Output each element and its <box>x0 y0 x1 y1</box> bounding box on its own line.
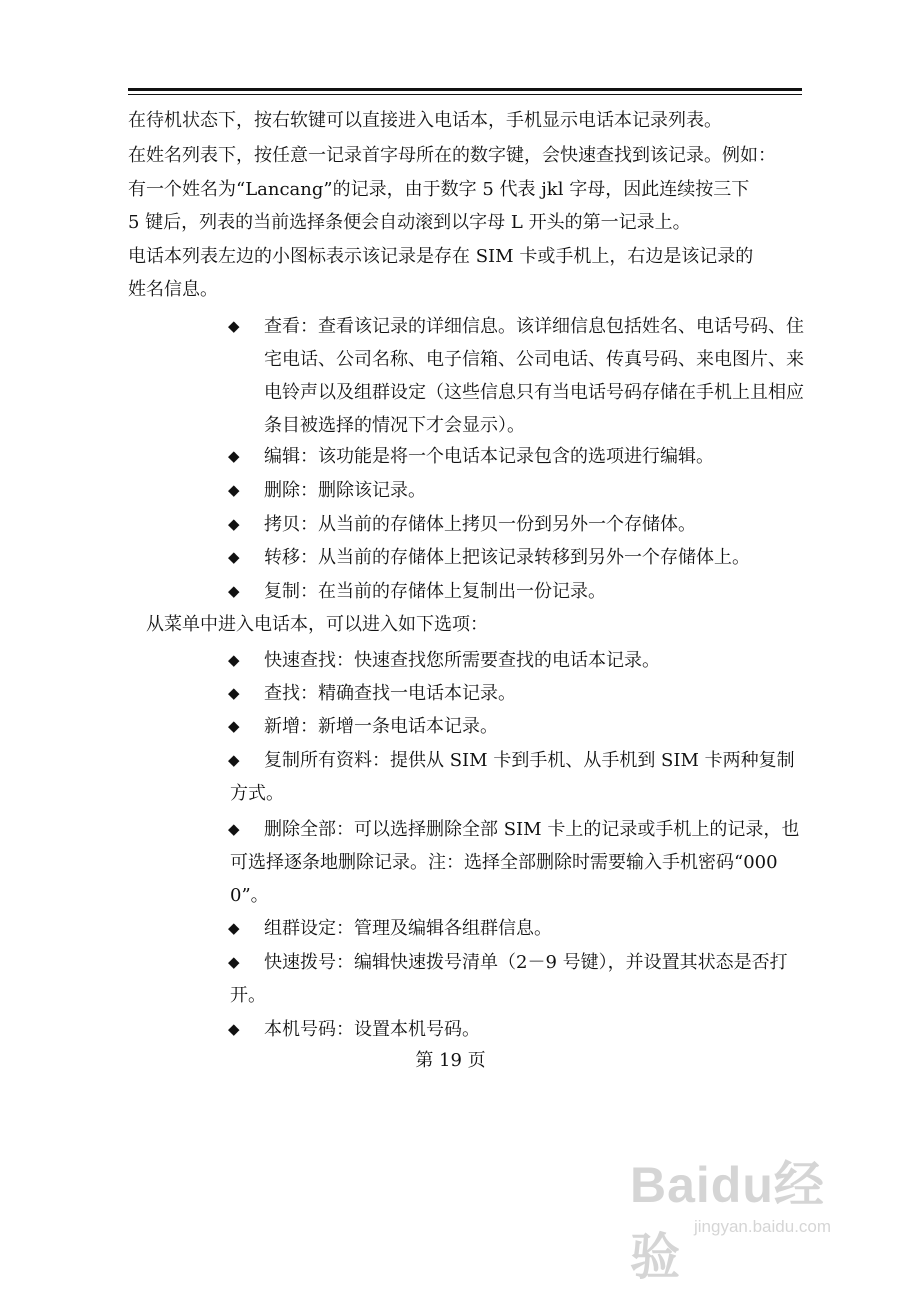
baidu-logo: Baidu经验 <box>630 1157 825 1285</box>
menu-delete-all: 删除全部：可以选择删除全部 SIM 卡上的记录或手机上的记录，也可选择逐条地删除记录。注：选择全部删除时需要输入手机密码“0000”。 <box>230 819 800 906</box>
option-move: 转移：从当前的存储体上把该记录转移到另外一个存储体上。 <box>264 547 750 568</box>
bullet-icon: ◆ <box>228 548 240 566</box>
bullet-icon: ◆ <box>228 447 240 465</box>
header-rule-thick <box>128 88 802 91</box>
bullet-icon: ◆ <box>228 1020 240 1038</box>
menu-group-settings: 组群设定：管理及编辑各组群信息。 <box>264 918 552 939</box>
intro-line-1: 在待机状态下，按右软键可以直接进入电话本，手机显示电话本记录列表。 <box>128 110 722 131</box>
menu-speed-dial: 快速拨号：编辑快速拨号清单（2－9 号键），并设置其状态是否打开。 <box>230 952 788 1006</box>
option-copy: 拷贝：从当前的存储体上拷贝一份到另外一个存储体。 <box>264 514 696 535</box>
page-number: 第 19 页 <box>415 1050 486 1071</box>
bullet-icon: ◆ <box>228 582 240 600</box>
intro-line-2: 在姓名列表下，按任意一记录首字母所在的数字键，会快速查找到该记录。例如： <box>128 145 776 166</box>
menu-quick-search: 快速查找：快速查找您所需要查找的电话本记录。 <box>264 650 660 671</box>
watermark-url: jingyan.baidu.com <box>694 1217 832 1236</box>
bullet-icon: ◆ <box>228 919 240 937</box>
bullet-icon: ◆ <box>228 515 240 533</box>
option-edit: 编辑：该功能是将一个电话本记录包含的选项进行编辑。 <box>264 446 714 467</box>
bullet-icon: ◆ <box>228 317 240 335</box>
option-view: 查看：查看该记录的详细信息。该详细信息包括姓名、电话号码、住宅电话、公司名称、电子信箱、公司电话、传真号码、来电图片、来电铃声以及组群设定（这些信息只有当电话号码存储在手机上且相应条目被选择的情况下才会显示）。 <box>264 316 804 436</box>
menu-own-number: 本机号码：设置本机号码。 <box>264 1019 480 1040</box>
baidu-watermark <box>630 1145 870 1285</box>
option-duplicate: 复制：在当前的存储体上复制出一份记录。 <box>264 581 606 602</box>
intro-line-5: 电话本列表左边的小图标表示该记录是存在 SIM 卡或手机上，右边是该记录的 <box>128 246 754 267</box>
menu-copy-all: 复制所有资料：提供从 SIM 卡到手机、从手机到 SIM 卡两种复制方式。 <box>230 750 795 804</box>
menu-search: 查找：精确查找一电话本记录。 <box>264 683 516 704</box>
intro-line-4: 5 键后，列表的当前选择条便会自动滚到以字母 L 开头的第一记录上。 <box>128 212 691 233</box>
bullet-icon: ◆ <box>228 953 240 971</box>
menu-add: 新增：新增一条电话本记录。 <box>264 716 498 737</box>
menu-intro: 从菜单中进入电话本，可以进入如下选项： <box>146 614 488 635</box>
bullet-icon: ◆ <box>228 751 240 769</box>
bullet-icon: ◆ <box>228 820 240 838</box>
intro-line-6: 姓名信息。 <box>128 279 218 300</box>
header-rule-thin <box>128 94 802 95</box>
intro-line-3: 有一个姓名为“Lancang”的记录，由于数字 5 代表 jkl 字母，因此连续按三下 <box>128 179 750 200</box>
bullet-icon: ◆ <box>228 684 240 702</box>
bullet-icon: ◆ <box>228 481 240 499</box>
bullet-icon: ◆ <box>228 651 240 669</box>
bullet-icon: ◆ <box>228 717 240 735</box>
option-delete: 删除：删除该记录。 <box>264 480 426 501</box>
